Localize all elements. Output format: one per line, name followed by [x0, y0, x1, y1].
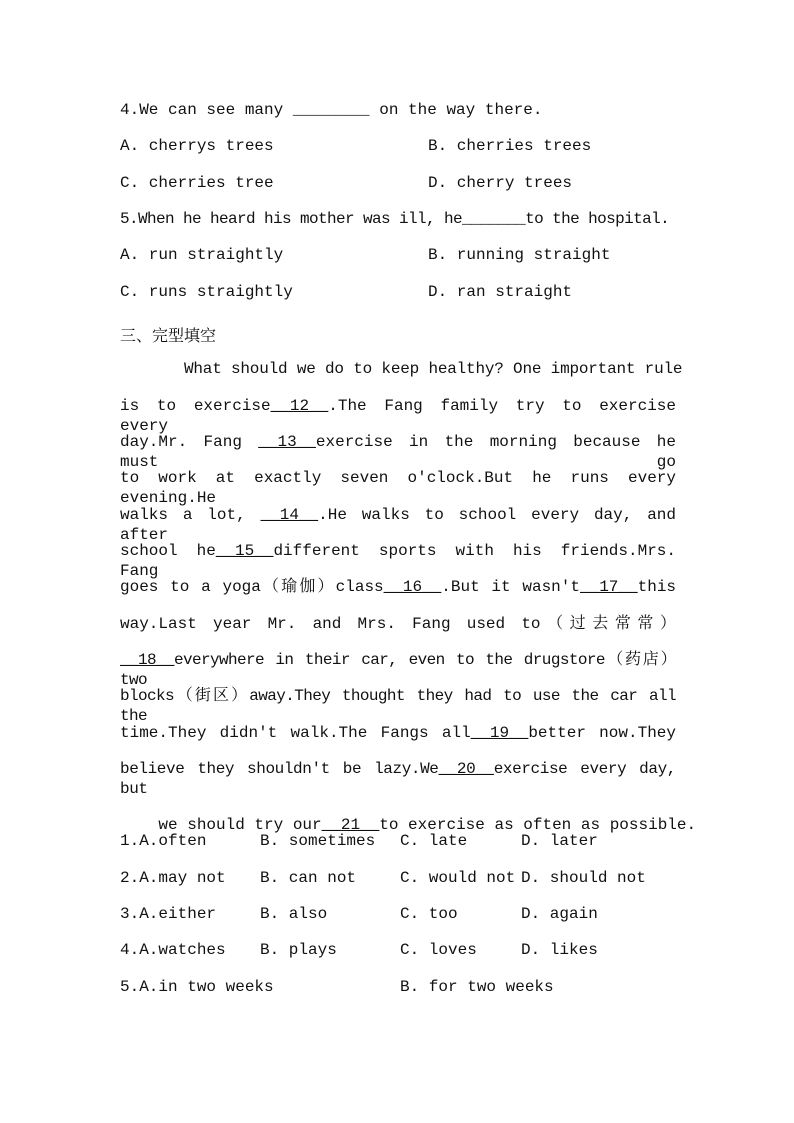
question-5-stem: 5.When he heard his mother was ill, he_______to the hospital.: [120, 210, 670, 228]
passage-text: we should try our: [158, 816, 322, 834]
option-4-a: 4.A.watches: [120, 941, 226, 959]
blank-16: __16__: [383, 578, 442, 596]
question-4-option-c: C. cherries tree: [120, 174, 274, 192]
option-1-b: B. sometimes: [260, 832, 376, 850]
option-3-c: C. too: [400, 905, 458, 923]
blank-14: __14__: [260, 506, 319, 524]
option-2-a: 2.A.may not: [120, 869, 226, 887]
option-5-a: 5.A.in two weeks: [120, 978, 274, 996]
passage-line-9: [120, 650, 676, 690]
question-5-option-d: D. ran straight: [428, 283, 573, 301]
question-5-option-a: A. run straightly: [120, 246, 284, 264]
passage-text: school he: [120, 542, 216, 560]
passage-line-8: way.Last year Mr. and Mrs. Fang used to（过去常常）: [120, 615, 676, 633]
option-4-b: B. plays: [260, 941, 337, 959]
blank-21: __21__: [321, 816, 380, 834]
passage-line-11: [120, 723, 676, 743]
blank-18: __18__: [120, 651, 175, 669]
option-2-b: B. can not: [260, 869, 357, 887]
passage-line-2: [120, 396, 676, 436]
option-5-b: B. for two weeks: [400, 978, 554, 996]
passage-text: exercise every day, but: [120, 760, 676, 798]
passage-text: everywhere in their car, even to the drugstore（药店）two: [120, 651, 676, 689]
passage-text: to exercise as often as possible.: [379, 816, 697, 834]
blank-12: __12__: [270, 397, 329, 415]
passage-line-12: [120, 759, 676, 799]
question-5-option-c: C. runs straightly: [120, 283, 293, 301]
passage-line-6: [120, 541, 676, 581]
question-5-option-b: B. running straight: [428, 246, 611, 264]
blank-13: __13__: [258, 433, 316, 451]
option-3-b: B. also: [260, 905, 328, 923]
passage-text: different sports with his friends.Mrs. Fang: [120, 542, 676, 580]
passage-line-3: [120, 432, 676, 472]
option-1-d: D. later: [521, 832, 598, 850]
passage-line-7: [120, 577, 676, 597]
passage-text: this: [637, 578, 677, 596]
blank-20: __20__: [438, 760, 494, 778]
question-4-option-b: B. cherries trees: [428, 137, 592, 155]
passage-text: day.Mr. Fang: [120, 433, 259, 451]
passage-text: .The Fang family try to exercise every: [120, 397, 677, 435]
option-4-c: C. loves: [400, 941, 477, 959]
question-4-option-d: D. cherry trees: [428, 174, 573, 192]
option-1-a: 1.A.often: [120, 832, 207, 850]
blank-15: __15__: [215, 542, 274, 560]
passage-text: goes to a yoga（瑜伽）class: [120, 578, 384, 596]
passage-line-10: blocks（街区）away.They thought they had to use the car all the: [120, 687, 676, 725]
passage-text: exercise in the morning because he must go: [120, 433, 676, 471]
blank-19: __19__: [470, 724, 529, 742]
passage-line-5: [120, 505, 676, 545]
section-title: 三、完型填空: [120, 326, 217, 345]
passage-text: time.They didn't walk.The Fangs all: [120, 724, 471, 742]
passage-text: walks a lot,: [120, 506, 261, 524]
option-2-d: D. should not: [521, 869, 646, 887]
question-4-option-a: A. cherrys trees: [120, 137, 274, 155]
option-2-c: C. would not: [400, 869, 516, 887]
passage-text: better now.They: [528, 724, 676, 742]
passage-text: .But it wasn't: [441, 578, 580, 596]
passage-text: believe they shouldn't be lazy.We: [120, 760, 439, 778]
option-4-d: D. likes: [521, 941, 598, 959]
question-4-stem: 4.We can see many ________ on the way there.: [120, 101, 543, 119]
passage-text: is to exercise: [120, 397, 271, 415]
passage-text: .He walks to school every day, and after: [120, 506, 676, 544]
option-3-d: D. again: [521, 905, 598, 923]
passage-line-4: to work at exactly seven o'clock.But he runs every evening.He: [120, 469, 676, 507]
passage-line-1: What should we do to keep healthy? One important rule: [184, 360, 683, 378]
blank-17: __17__: [580, 578, 638, 596]
option-3-a: 3.A.either: [120, 905, 217, 923]
option-1-c: C. late: [400, 832, 468, 850]
